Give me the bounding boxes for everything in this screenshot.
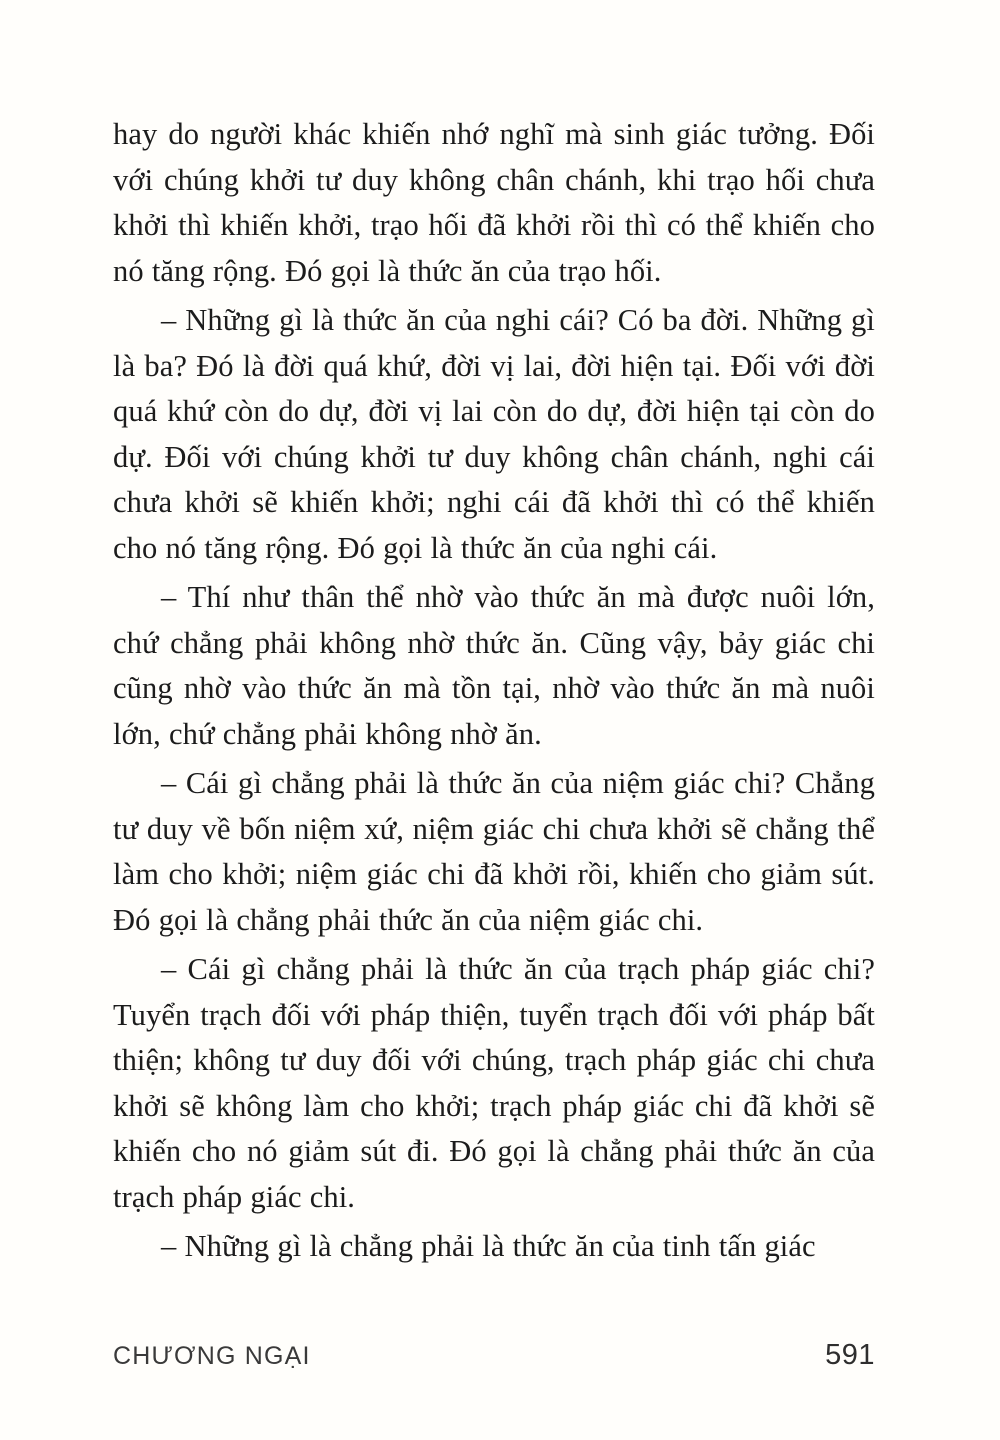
page-body-text bbox=[113, 112, 875, 1270]
running-header-chapter-title: CHƯƠNG NGẠI bbox=[113, 1342, 311, 1370]
paragraph: – Cái gì chẳng phải là thức ăn của trạch pháp giác chi? Tuyển trạch đối với pháp thiện, tuyển trạch đối với pháp bất thiện; không tư duy đối với chúng, trạch pháp giác chi chưa khởi sẽ không làm cho khởi; trạch pháp giác chi đã khởi sẽ khiến cho nó giảm sút đi. Đó gọi là chẳng phải thức ăn của trạch pháp giác chi. bbox=[113, 952, 875, 1214]
paragraph: – Cái gì chẳng phải là thức ăn của niệm giác chi? Chẳng tư duy về bốn niệm xứ, niệm giác chi chưa khởi sẽ chẳng thể làm cho khởi; niệm giác chi đã khởi rồi, khiến cho giảm sút. Đó gọi là chẳng phải thức ăn của niệm giác chi. bbox=[113, 766, 875, 937]
paragraph: – Những gì là thức ăn của nghi cái? Có ba đời. Những gì là ba? Đó là đời quá khứ, đời vị lai, đời hiện tại. Đối với đời quá khứ còn do dự, đời vị lai còn do dự, đời hiện tại còn do dự. Đối với chúng khởi tư duy không chân chánh, nghi cái chưa khởi sẽ khiến khởi; nghi cái đã khởi thì có thể khiến cho nó tăng rộng. Đó gọi là thức ăn của nghi cái. bbox=[113, 303, 875, 565]
paragraph: – Thí như thân thể nhờ vào thức ăn mà được nuôi lớn, chứ chẳng phải không nhờ thức ăn. Cũng vậy, bảy giác chi cũng nhờ vào thức ăn mà tồn tại, nhờ vào thức ăn mà nuôi lớn, chứ chẳng phải không nhờ ăn. bbox=[113, 580, 875, 751]
page-footer bbox=[113, 1339, 875, 1372]
paragraph: hay do người khác khiến nhớ nghĩ mà sinh giác tưởng. Đối với chúng khởi tư duy không chân chánh, khi trạo hối chưa khởi thì khiến khởi, trạo hối đã khởi rồi thì có thể khiến cho nó tăng rộng. Đó gọi là thức ăn của trạo hối. bbox=[113, 117, 875, 288]
page-number: 591 bbox=[825, 1339, 875, 1371]
paragraph: – Những gì là chẳng phải là thức ăn của tinh tấn giác bbox=[161, 1229, 816, 1263]
